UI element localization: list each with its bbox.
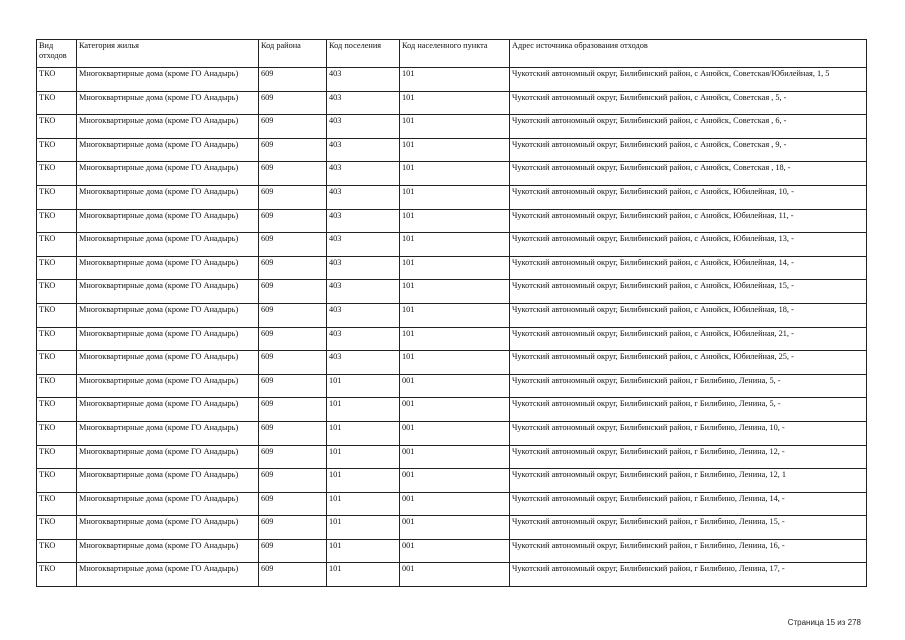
cell-settlement-code: 403 [327, 162, 400, 186]
cell-district-code: 609 [259, 539, 327, 563]
cell-waste-type: ТКО [37, 256, 77, 280]
cell-locality-code: 001 [400, 398, 510, 422]
table-row [37, 115, 867, 139]
cell-district-code: 609 [259, 138, 327, 162]
cell-source-address: Чукотский автономный округ, Билибинский район, с Анюйск, Советская , 9, - [510, 138, 867, 162]
cell-waste-type: ТКО [37, 209, 77, 233]
cell-housing-category: Многоквартирные дома (кроме ГО Анадырь) [77, 233, 259, 257]
table-row [37, 209, 867, 233]
cell-housing-category: Многоквартирные дома (кроме ГО Анадырь) [77, 303, 259, 327]
cell-settlement-code: 403 [327, 91, 400, 115]
cell-district-code: 609 [259, 445, 327, 469]
cell-waste-type: ТКО [37, 421, 77, 445]
cell-settlement-code: 403 [327, 351, 400, 375]
cell-locality-code: 101 [400, 280, 510, 304]
cell-settlement-code: 403 [327, 256, 400, 280]
cell-waste-type: ТКО [37, 374, 77, 398]
cell-housing-category: Многоквартирные дома (кроме ГО Анадырь) [77, 68, 259, 92]
cell-housing-category: Многоквартирные дома (кроме ГО Анадырь) [77, 280, 259, 304]
cell-district-code: 609 [259, 68, 327, 92]
cell-locality-code: 001 [400, 539, 510, 563]
cell-housing-category: Многоквартирные дома (кроме ГО Анадырь) [77, 138, 259, 162]
table-row [37, 256, 867, 280]
cell-district-code: 609 [259, 303, 327, 327]
table-row [37, 138, 867, 162]
header-district-code: Код района [259, 40, 327, 68]
table-row [37, 233, 867, 257]
cell-housing-category: Многоквартирные дома (кроме ГО Анадырь) [77, 351, 259, 375]
cell-district-code: 609 [259, 516, 327, 540]
cell-source-address: Чукотский автономный округ, Билибинский район, с Анюйск, Юбилейная, 21, - [510, 327, 867, 351]
table-row [37, 68, 867, 92]
cell-settlement-code: 101 [327, 563, 400, 587]
table-row [37, 469, 867, 493]
cell-settlement-code: 101 [327, 469, 400, 493]
cell-waste-type: ТКО [37, 398, 77, 422]
table-row [37, 563, 867, 587]
table-header-row [37, 40, 867, 68]
cell-waste-type: ТКО [37, 539, 77, 563]
cell-source-address: Чукотский автономный округ, Билибинский район, г Билибино, Ленина, 16, - [510, 539, 867, 563]
cell-locality-code: 001 [400, 445, 510, 469]
cell-district-code: 609 [259, 492, 327, 516]
cell-housing-category: Многоквартирные дома (кроме ГО Анадырь) [77, 91, 259, 115]
cell-housing-category: Многоквартирные дома (кроме ГО Анадырь) [77, 162, 259, 186]
cell-source-address: Чукотский автономный округ, Билибинский район, с Анюйск, Юбилейная, 25, - [510, 351, 867, 375]
cell-waste-type: ТКО [37, 563, 77, 587]
cell-locality-code: 101 [400, 162, 510, 186]
cell-locality-code: 101 [400, 233, 510, 257]
table-row [37, 516, 867, 540]
cell-source-address: Чукотский автономный округ, Билибинский район, г Билибино, Ленина, 12, 1 [510, 469, 867, 493]
cell-settlement-code: 403 [327, 68, 400, 92]
cell-district-code: 609 [259, 209, 327, 233]
table-row [37, 492, 867, 516]
cell-waste-type: ТКО [37, 233, 77, 257]
cell-locality-code: 101 [400, 68, 510, 92]
cell-waste-type: ТКО [37, 91, 77, 115]
cell-waste-type: ТКО [37, 138, 77, 162]
cell-settlement-code: 403 [327, 327, 400, 351]
table-row [37, 398, 867, 422]
cell-source-address: Чукотский автономный округ, Билибинский район, с Анюйск, Юбилейная, 13, - [510, 233, 867, 257]
cell-waste-type: ТКО [37, 516, 77, 540]
header-locality-code: Код населенного пункта [400, 40, 510, 68]
cell-district-code: 609 [259, 421, 327, 445]
table-row [37, 303, 867, 327]
cell-housing-category: Многоквартирные дома (кроме ГО Анадырь) [77, 492, 259, 516]
table-row [37, 280, 867, 304]
cell-source-address: Чукотский автономный округ, Билибинский район, с Анюйск, Юбилейная, 10, - [510, 185, 867, 209]
table-row [37, 374, 867, 398]
cell-housing-category: Многоквартирные дома (кроме ГО Анадырь) [77, 209, 259, 233]
header-settlement-code: Код поселения [327, 40, 400, 68]
waste-sources-table [36, 39, 867, 587]
cell-settlement-code: 403 [327, 209, 400, 233]
table-row [37, 445, 867, 469]
cell-source-address: Чукотский автономный округ, Билибинский район, г Билибино, Ленина, 15, - [510, 516, 867, 540]
cell-settlement-code: 101 [327, 398, 400, 422]
cell-locality-code: 001 [400, 374, 510, 398]
table-row [37, 421, 867, 445]
cell-locality-code: 101 [400, 351, 510, 375]
cell-district-code: 609 [259, 374, 327, 398]
cell-settlement-code: 403 [327, 233, 400, 257]
cell-waste-type: ТКО [37, 280, 77, 304]
cell-housing-category: Многоквартирные дома (кроме ГО Анадырь) [77, 398, 259, 422]
cell-source-address: Чукотский автономный округ, Билибинский район, г Билибино, Ленина, 5, - [510, 374, 867, 398]
cell-waste-type: ТКО [37, 162, 77, 186]
cell-source-address: Чукотский автономный округ, Билибинский район, г Билибино, Ленина, 12, - [510, 445, 867, 469]
cell-source-address: Чукотский автономный округ, Билибинский район, г Билибино, Ленина, 17, - [510, 563, 867, 587]
cell-district-code: 609 [259, 398, 327, 422]
cell-locality-code: 101 [400, 185, 510, 209]
cell-district-code: 609 [259, 162, 327, 186]
cell-settlement-code: 403 [327, 280, 400, 304]
cell-housing-category: Многоквартирные дома (кроме ГО Анадырь) [77, 516, 259, 540]
cell-locality-code: 101 [400, 303, 510, 327]
table-row [37, 351, 867, 375]
cell-source-address: Чукотский автономный округ, Билибинский район, с Анюйск, Советская , 5, - [510, 91, 867, 115]
cell-waste-type: ТКО [37, 351, 77, 375]
cell-waste-type: ТКО [37, 327, 77, 351]
cell-settlement-code: 403 [327, 115, 400, 139]
table-row [37, 327, 867, 351]
cell-source-address: Чукотский автономный округ, Билибинский район, с Анюйск, Советская/Юбилейная, 1, 5 [510, 68, 867, 92]
cell-settlement-code: 403 [327, 185, 400, 209]
cell-district-code: 609 [259, 91, 327, 115]
header-source-address: Адрес источника образования отходов [510, 40, 867, 68]
cell-locality-code: 001 [400, 516, 510, 540]
cell-housing-category: Многоквартирные дома (кроме ГО Анадырь) [77, 185, 259, 209]
cell-housing-category: Многоквартирные дома (кроме ГО Анадырь) [77, 445, 259, 469]
cell-locality-code: 001 [400, 421, 510, 445]
table-row [37, 91, 867, 115]
cell-locality-code: 101 [400, 256, 510, 280]
cell-locality-code: 001 [400, 469, 510, 493]
cell-waste-type: ТКО [37, 68, 77, 92]
table-row [37, 185, 867, 209]
cell-waste-type: ТКО [37, 185, 77, 209]
cell-district-code: 609 [259, 563, 327, 587]
cell-locality-code: 101 [400, 115, 510, 139]
cell-settlement-code: 101 [327, 539, 400, 563]
cell-source-address: Чукотский автономный округ, Билибинский район, с Анюйск, Советская , 6, - [510, 115, 867, 139]
cell-district-code: 609 [259, 280, 327, 304]
cell-settlement-code: 101 [327, 374, 400, 398]
cell-source-address: Чукотский автономный округ, Билибинский район, г Билибино, Ленина, 5, - [510, 398, 867, 422]
table-row [37, 162, 867, 186]
cell-source-address: Чукотский автономный округ, Билибинский район, с Анюйск, Юбилейная, 11, - [510, 209, 867, 233]
cell-settlement-code: 101 [327, 516, 400, 540]
cell-housing-category: Многоквартирные дома (кроме ГО Анадырь) [77, 115, 259, 139]
cell-district-code: 609 [259, 469, 327, 493]
cell-source-address: Чукотский автономный округ, Билибинский район, с Анюйск, Юбилейная, 14, - [510, 256, 867, 280]
cell-housing-category: Многоквартирные дома (кроме ГО Анадырь) [77, 374, 259, 398]
cell-settlement-code: 101 [327, 421, 400, 445]
cell-waste-type: ТКО [37, 115, 77, 139]
cell-district-code: 609 [259, 115, 327, 139]
cell-waste-type: ТКО [37, 469, 77, 493]
cell-waste-type: ТКО [37, 303, 77, 327]
cell-source-address: Чукотский автономный округ, Билибинский район, с Анюйск, Советская , 18, - [510, 162, 867, 186]
table-body [37, 68, 867, 587]
cell-housing-category: Многоквартирные дома (кроме ГО Анадырь) [77, 563, 259, 587]
cell-settlement-code: 101 [327, 492, 400, 516]
cell-district-code: 609 [259, 185, 327, 209]
cell-locality-code: 001 [400, 563, 510, 587]
cell-housing-category: Многоквартирные дома (кроме ГО Анадырь) [77, 469, 259, 493]
cell-housing-category: Многоквартирные дома (кроме ГО Анадырь) [77, 539, 259, 563]
header-housing-category: Категория жилья [77, 40, 259, 68]
cell-district-code: 609 [259, 327, 327, 351]
cell-waste-type: ТКО [37, 492, 77, 516]
cell-housing-category: Многоквартирные дома (кроме ГО Анадырь) [77, 421, 259, 445]
cell-housing-category: Многоквартирные дома (кроме ГО Анадырь) [77, 256, 259, 280]
cell-housing-category: Многоквартирные дома (кроме ГО Анадырь) [77, 327, 259, 351]
header-waste-type: Вид отходов [37, 40, 77, 68]
cell-settlement-code: 403 [327, 303, 400, 327]
cell-source-address: Чукотский автономный округ, Билибинский район, с Анюйск, Юбилейная, 18, - [510, 303, 867, 327]
page-number: Страница 15 из 278 [787, 618, 861, 627]
cell-locality-code: 001 [400, 492, 510, 516]
cell-locality-code: 101 [400, 209, 510, 233]
cell-locality-code: 101 [400, 327, 510, 351]
cell-settlement-code: 403 [327, 138, 400, 162]
cell-district-code: 609 [259, 256, 327, 280]
cell-district-code: 609 [259, 233, 327, 257]
table-row [37, 539, 867, 563]
cell-district-code: 609 [259, 351, 327, 375]
cell-source-address: Чукотский автономный округ, Билибинский район, г Билибино, Ленина, 14, - [510, 492, 867, 516]
cell-locality-code: 101 [400, 91, 510, 115]
cell-locality-code: 101 [400, 138, 510, 162]
cell-settlement-code: 101 [327, 445, 400, 469]
cell-waste-type: ТКО [37, 445, 77, 469]
cell-source-address: Чукотский автономный округ, Билибинский район, с Анюйск, Юбилейная, 15, - [510, 280, 867, 304]
cell-source-address: Чукотский автономный округ, Билибинский район, г Билибино, Ленина, 10, - [510, 421, 867, 445]
